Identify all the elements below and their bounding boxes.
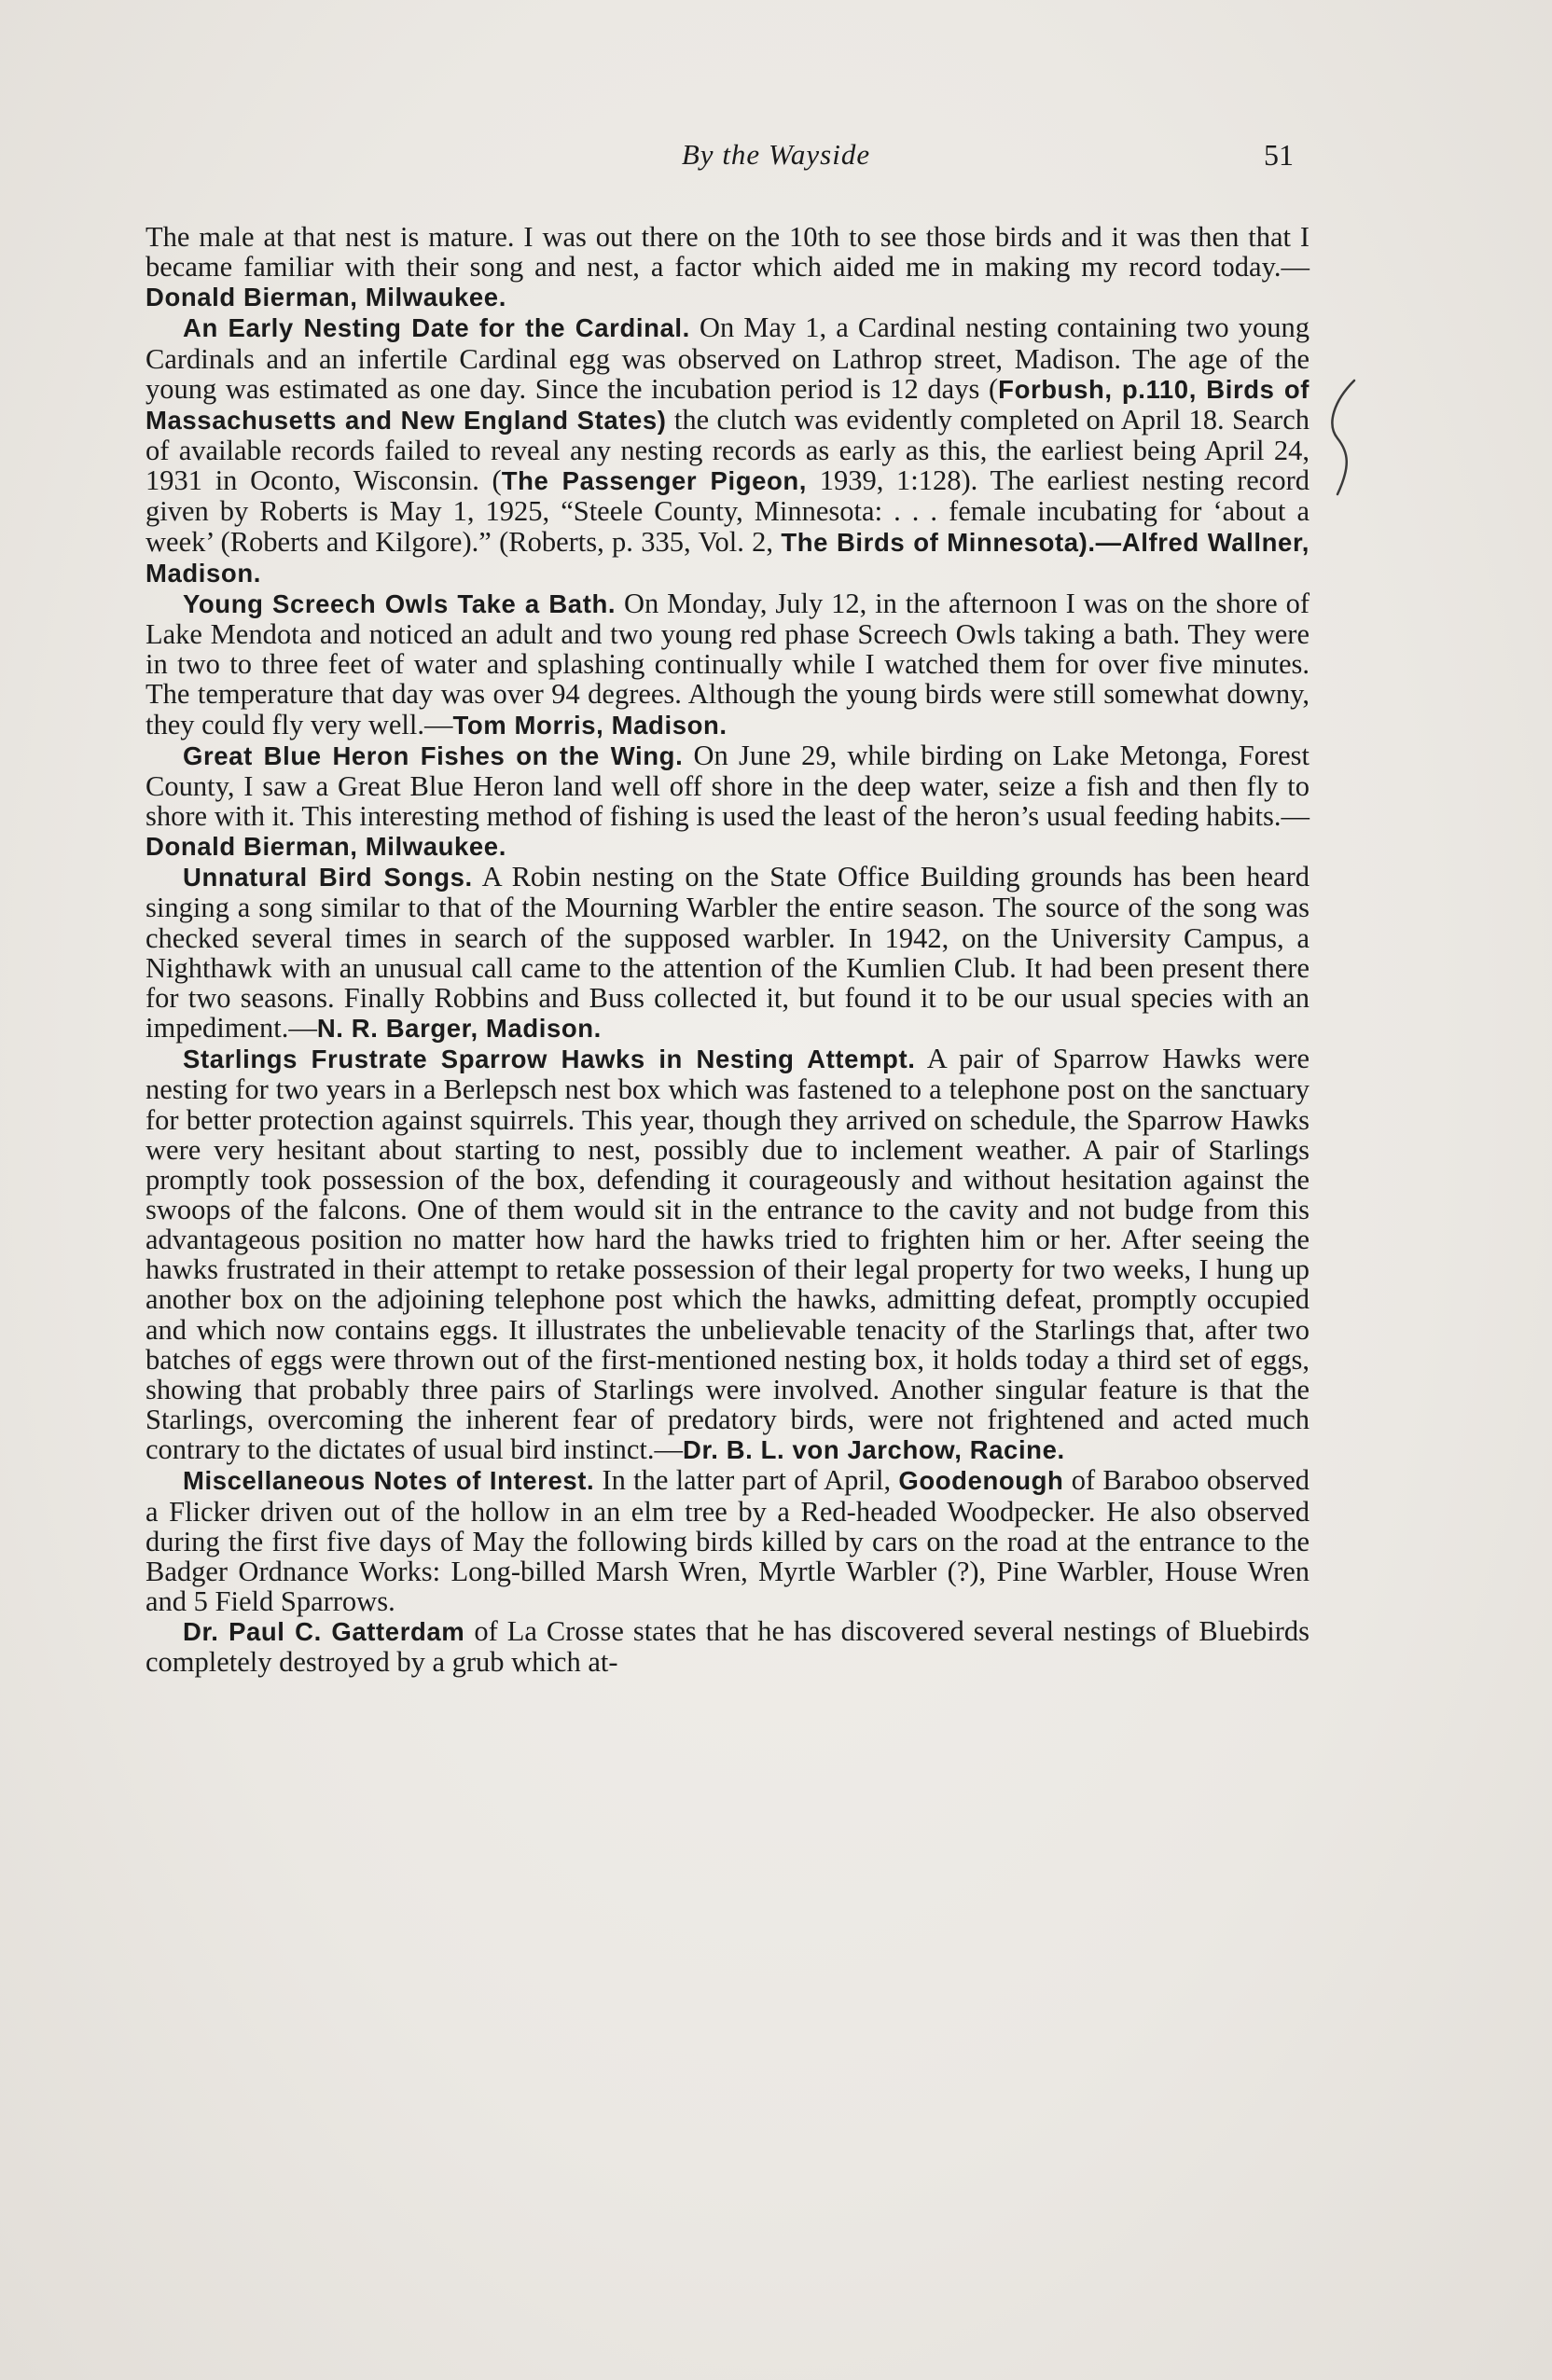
- paragraph-p0: [146, 222, 1310, 312]
- text-run: On May 1, a Cardinal nesting containing two young Cardinals and an infertile Cardinal egg was observed on Lathrop street, Madison. The age of the young was estimated as one day. Since the incubation period is 12 days (: [146, 311, 1310, 405]
- text-run: On June 29, while birding on Lake Metonga, Forest County, I saw a Great Blue Heron land well off shore in the deep water, seize a fish and then fly to shore with it. This interesting method of fishing is used the least of the heron’s usual feeding habits.—: [146, 739, 1310, 832]
- bold-run: Goodenough: [898, 1466, 1064, 1496]
- text-column: [146, 222, 1310, 1678]
- text-run: of La Crosse states that he has discovered several nestings of Bluebirds completely destroyed by a grub which at-: [146, 1615, 1310, 1679]
- bold-run: Miscellaneous Notes of Interest.: [183, 1466, 595, 1496]
- running-head: [0, 138, 1552, 185]
- text-run: On Monday, July 12, in the afternoon I was on the shore of Lake Mendota and noticed an adult and two young red phase Screech Owls taking a bath. They were in two to three feet of water and splashing continually while I watched them for over five minutes. The temperature that day was over 94 degrees. Although the young birds were still somewhat downy, they could fly very well.—: [146, 587, 1310, 740]
- bold-run: Dr. B. L. von Jarchow, Racine.: [682, 1435, 1065, 1465]
- bold-run: N. R. Barger, Madison.: [316, 1014, 602, 1044]
- paragraph-p7: [146, 1616, 1310, 1677]
- paragraph-p2: [146, 588, 1310, 740]
- paragraph-p5: [146, 1044, 1310, 1465]
- page-number: 51: [1264, 138, 1294, 172]
- bold-run: The Birds of Minnesota).—Alfred Wallner, Madison.: [146, 527, 1310, 588]
- text-run: the clutch was evidently completed on April 18. Search of available records failed to reveal any nesting records as early as this, the earliest being April 24, 1931 in Oconto, Wisconsin. (: [146, 403, 1310, 497]
- text-run: of Baraboo observed a Flicker driven out of the hollow in an elm tree by a Red-headed Woodpecker. He also observed during the first five days of May the following birds killed by cars on the road at the entrance to the Badger Ordnance Works: Long-billed Marsh Wren, Myrtle Warbler (?), Pine Warbler, House Wren and 5 Field Sparrows.: [146, 1464, 1310, 1618]
- bold-run: Forbush, p.110, Birds of Massachusetts and New England States): [146, 374, 1310, 435]
- text-run: In the latter part of April,: [594, 1464, 899, 1497]
- text-run: 1939, 1:128). The earliest nesting record given by Roberts is May 1, 1925, “Steele County, Minnesota: . . . female incubating for ‘about a week’ (Roberts and Kilgore).” (Roberts, p. 335, Vol. 2,: [146, 464, 1310, 558]
- paragraph-p4: [146, 862, 1310, 1044]
- bold-run: Starlings Frustrate Sparrow Hawks in Nesting Attempt.: [183, 1045, 916, 1074]
- bold-run: Unnatural Bird Songs.: [183, 863, 473, 892]
- margin-pencil-mark: [1317, 373, 1373, 504]
- bold-run: An Early Nesting Date for the Cardinal.: [183, 313, 690, 343]
- bold-run: Donald Bierman, Milwaukee.: [146, 283, 506, 312]
- bold-run: Great Blue Heron Fishes on the Wing.: [183, 740, 684, 770]
- text-run: The male at that nest is mature. I was out there on the 10th to see those birds and it was then that I became familiar with their song and nest, a factor which aided me in making my record today.—: [146, 221, 1310, 284]
- bold-run: The Passenger Pigeon,: [501, 466, 808, 496]
- text-run: A pair of Sparrow Hawks were nesting for two years in a Berlepsch nest box which was fastened to a telephone post on the sanctuary for better protection against squirrels. This year, though they arrived on schedule, the Sparrow Hawks were very hesitant about starting to nest, possibly due to inclement weather. A pair of Starlings promptly took possession of the box, defending it courageously and without hesitation against the swoops of the falcons. One of them would sit in the entrance to the cavity and not budge from this advantageous position no matter how hard the hawks tried to frighten him or her. After seeing the hawks frustrated in their attempt to retake possession of their legal property for two weeks, I hung up another box on the adjoining telephone post which the hawks, admitting defeat, promptly occupied and which now contains eggs. It illustrates the unbelievable tenacity of the Starlings that, after two batches of eggs were thrown out of the first-mentioned nesting box, it holds today a third set of eggs, showing that probably three pairs of Starlings were involved. Another singular feature is that the Starlings, overcoming the inherent fear of predatory birds, were not frightened and acted much contrary to the dictates of usual bird instinct.—: [146, 1043, 1310, 1466]
- paragraph-p6: [146, 1465, 1310, 1616]
- paragraph-p3: [146, 740, 1310, 863]
- paragraph-p1: [146, 312, 1310, 588]
- text-run: A Robin nesting on the State Office Building grounds has been heard singing a song similar to that of the Mourning Warbler the entire season. The source of the song was checked several times in search of the supposed warbler. In 1942, on the University Campus, a Nighthawk with an unusual call came to the attention of the Kumlien Club. It had been present there for two seasons. Finally Robbins and Buss collected it, but found it to be our usual species with an impediment.—: [146, 861, 1310, 1045]
- bold-run: Donald Bierman, Milwaukee.: [146, 832, 506, 862]
- bold-run: Tom Morris, Madison.: [452, 710, 728, 740]
- bold-run: Young Screech Owls Take a Bath.: [183, 588, 617, 618]
- bold-run: Dr. Paul C. Gatterdam: [183, 1617, 465, 1647]
- running-title: By the Wayside: [681, 138, 871, 171]
